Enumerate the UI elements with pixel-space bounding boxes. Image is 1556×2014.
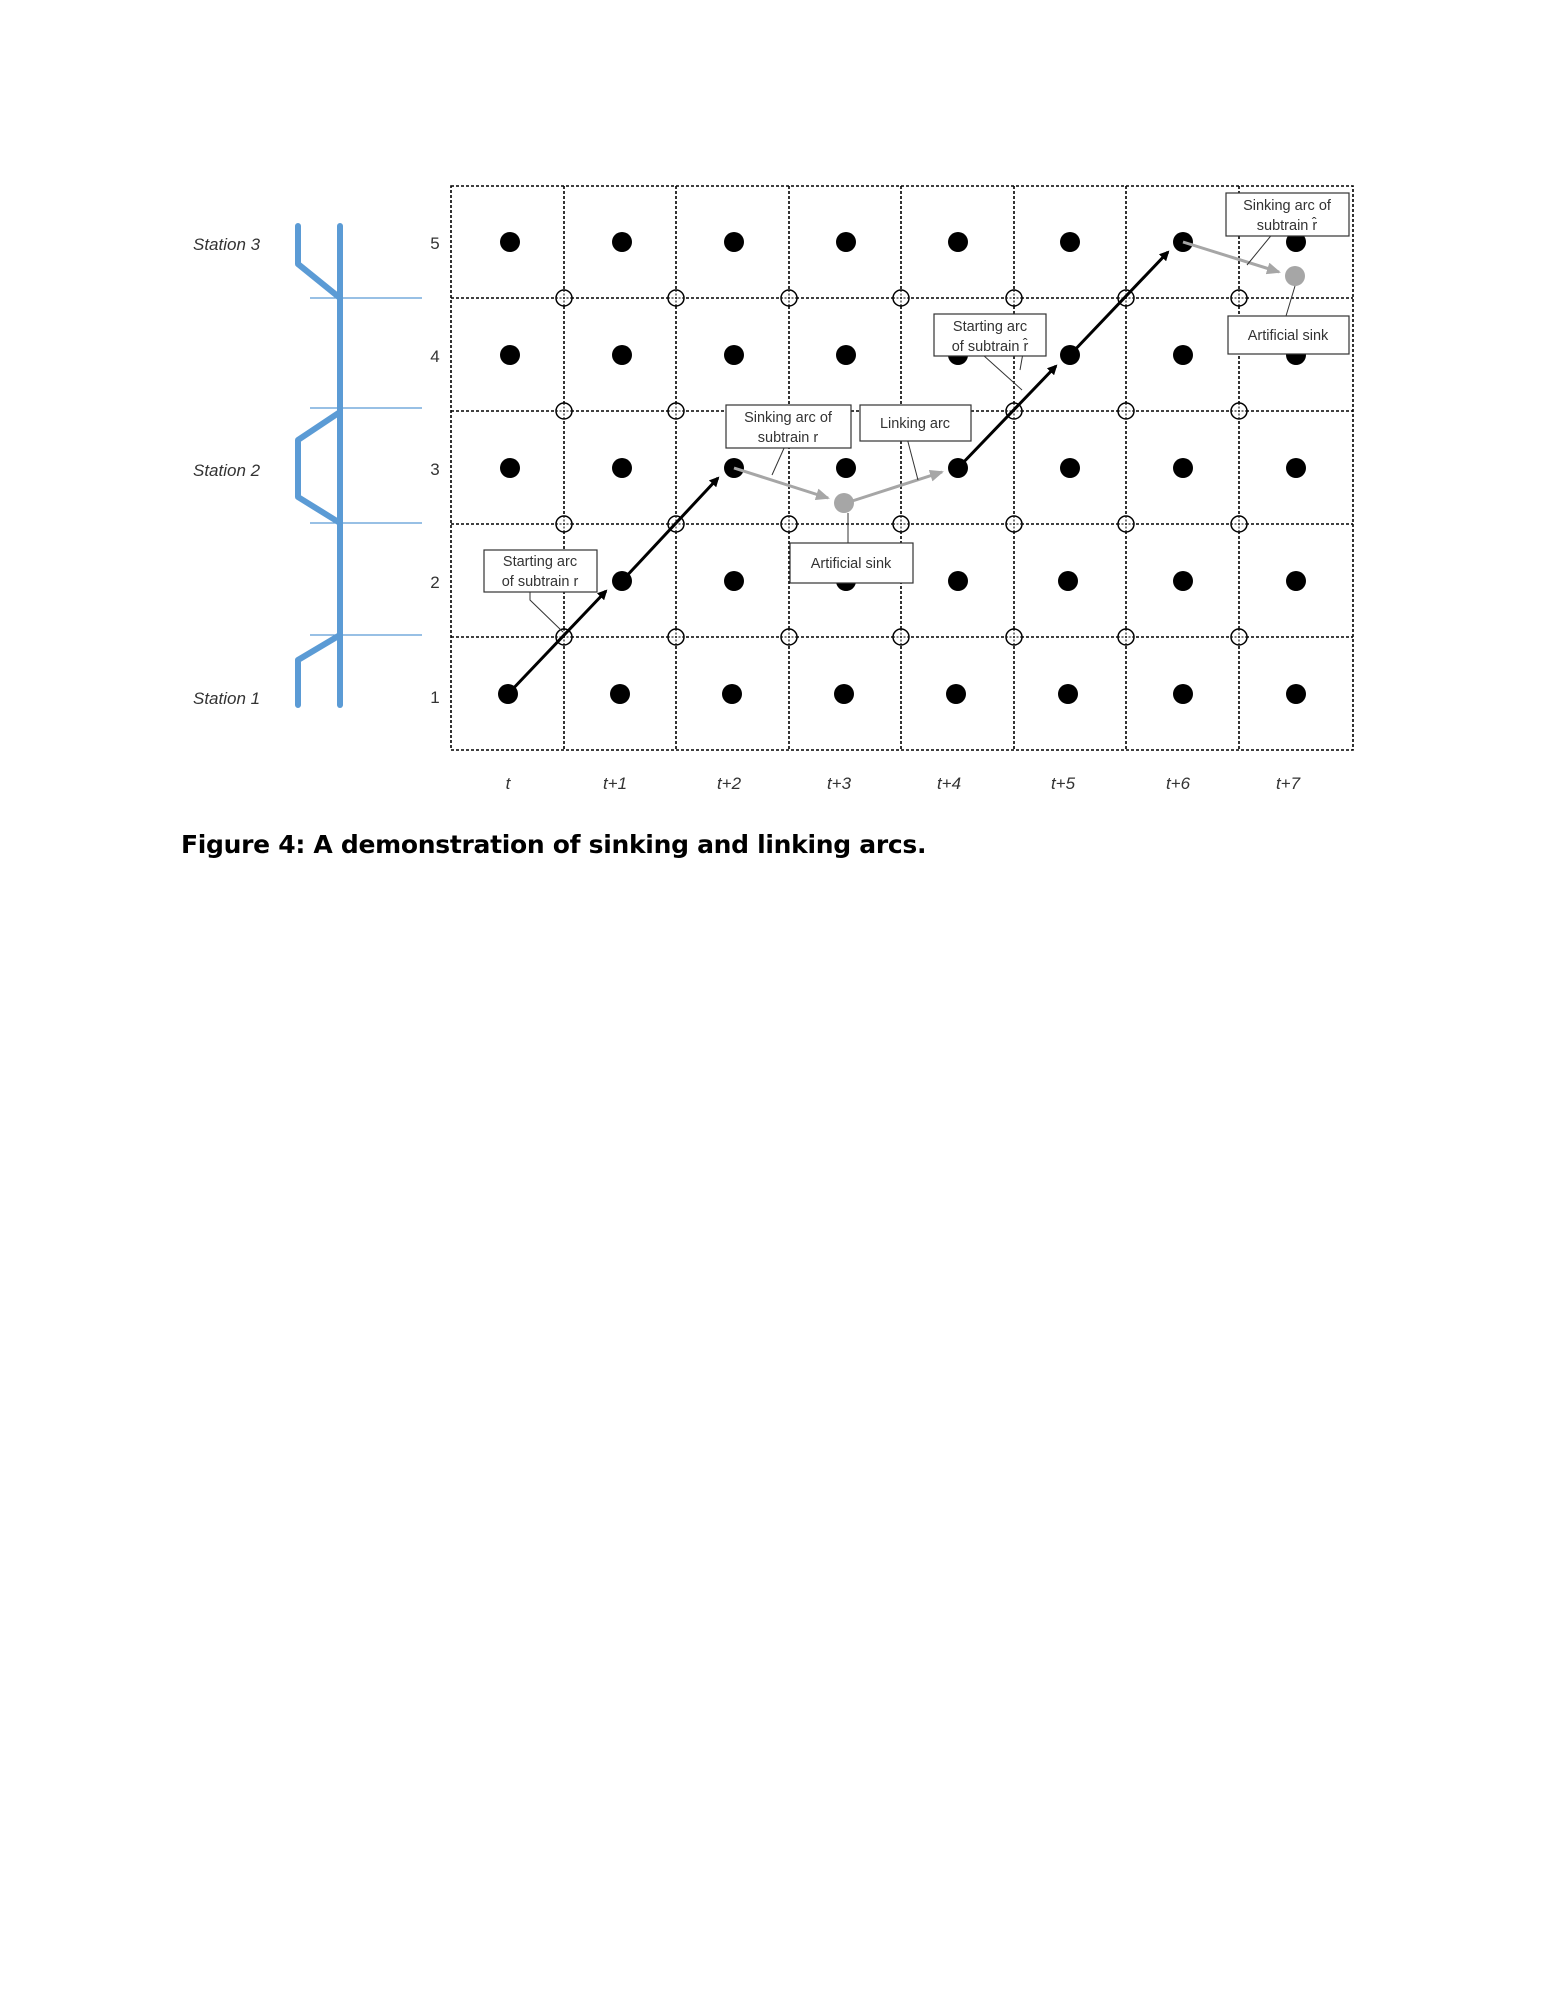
x-tick-t4: t+4: [936, 774, 962, 793]
grid: [451, 186, 1353, 750]
y-axis: [430, 234, 439, 707]
y-tick-2: 2: [430, 573, 440, 592]
sinking-linking-arcs-diagram: [0, 0, 1556, 900]
station-label-2: Station 2: [193, 461, 261, 480]
siding-station-3: [298, 226, 340, 298]
callout-sinking-arc-rhat: [1226, 193, 1349, 236]
callout-starting-arc-rhat: [934, 314, 1046, 356]
svg-text:subtrain r: subtrain r: [757, 430, 819, 446]
callout-starting-arc-r: [484, 550, 597, 592]
x-axis: [506, 774, 1301, 793]
artificial-sink-node-r: [834, 493, 854, 513]
y-tick-1: 1: [430, 688, 440, 707]
x-tick-t7: t+7: [1275, 774, 1301, 793]
y-tick-5: 5: [430, 234, 440, 253]
svg-text:of subtrain r: of subtrain r: [501, 574, 579, 590]
figure-caption: Figure 4: A demonstration of sinking and linking arcs.: [181, 830, 927, 859]
callout-sinking-arc-r: [726, 405, 851, 448]
callout-artificial-sink-2: [1228, 316, 1349, 354]
y-tick-3: 3: [430, 460, 440, 479]
svg-text:Sinking arc of: Sinking arc of: [1243, 198, 1331, 214]
station-label-3: Station 3: [193, 235, 261, 254]
section-boundaries: [310, 298, 422, 635]
x-tick-t5: t+5: [1050, 774, 1076, 793]
x-tick-t3: t+3: [826, 774, 852, 793]
callout-linking-arc: [860, 405, 971, 441]
sinking-arc-rhat: [1183, 242, 1279, 272]
siding-station-2: [298, 412, 340, 523]
svg-text:Artificial sink: Artificial sink: [1247, 328, 1329, 344]
artificial-sink-node-rhat: [1285, 266, 1305, 286]
svg-text:Sinking arc of: Sinking arc of: [744, 410, 832, 426]
svg-text:subtrain r̂: subtrain r̂: [1256, 218, 1318, 234]
x-tick-t2: t+2: [716, 774, 742, 793]
sinking-arc-r: [734, 468, 828, 498]
svg-text:Starting arc: Starting arc: [502, 554, 578, 570]
svg-text:Linking arc: Linking arc: [879, 416, 951, 432]
x-tick-t: t: [505, 774, 511, 793]
y-tick-4: 4: [430, 347, 440, 366]
svg-text:Artificial sink: Artificial sink: [810, 556, 892, 572]
svg-text:of subtrain r̂: of subtrain r̂: [951, 339, 1029, 355]
station-label-1: Station 1: [193, 689, 261, 708]
x-tick-t6: t+6: [1165, 774, 1191, 793]
siding-station-1: [298, 635, 340, 705]
callout-artificial-sink-1: [790, 543, 913, 583]
x-tick-t1: t+1: [602, 774, 628, 793]
gray-arcs: [734, 242, 1279, 503]
svg-text:Starting arc: Starting arc: [952, 319, 1028, 335]
station-labels: [193, 235, 261, 708]
linking-arc: [846, 472, 942, 503]
